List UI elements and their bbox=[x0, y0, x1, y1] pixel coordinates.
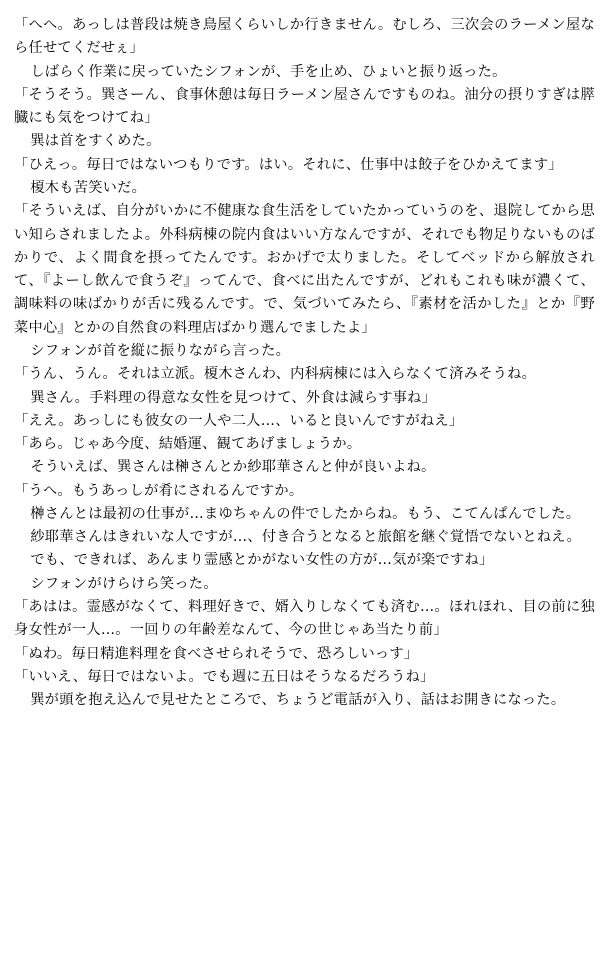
paragraph: 「ひえっ。毎日ではないつもりです。はい。それに、仕事中は餃子をひかえてます」 bbox=[14, 156, 563, 173]
paragraph: 「うへ。もうあっしが肴にされるんですか。 bbox=[14, 482, 304, 499]
paragraph: そういえば、巽さんは榊さんとか紗耶華さんと仲が良いよね。 bbox=[30, 459, 436, 476]
paragraph: 榎木も苦笑いだ。 bbox=[30, 179, 147, 196]
paragraph: 「あはは。霊感がなくて、料理好きで、婿入りしなくても済む…。ほれほれ、目の前に独身女性が一人…。一回りの年齢差なんて、今の世じゃあ当たり前」 bbox=[14, 599, 595, 639]
paragraph: 「ええ。あっしにも彼女の一人や二人…、いると良いんですがねえ」 bbox=[14, 412, 464, 429]
paragraph: 「ぬわ。毎日精進料理を食べさせられそうで、恐ろしいっす」 bbox=[14, 645, 419, 662]
paragraph: 巽が頭を抱え込んで見せたところで、ちょうど電話が入り、話はお開きになった。 bbox=[30, 692, 566, 709]
paragraph: 「あら。じゃあ今度、結婚運、観てあげましょうか。 bbox=[14, 436, 362, 453]
paragraph: しばらく作業に戻っていたシフォンが、手を止め、ひょいと振り返った。 bbox=[30, 63, 507, 80]
paragraph: でも、できれば、あんまり霊感とかがない女性の方が…気が楽ですね」 bbox=[30, 552, 494, 569]
paragraph: 「へへ。あっしは普段は焼き鳥屋くらいしか行きません。むしろ、三次会のラーメン屋なら任せてくだせぇ」 bbox=[14, 17, 595, 57]
paragraph: 榊さんとは最初の仕事が…まゆちゃんの件でしたからね。もう、こてんぱんでした。 bbox=[30, 505, 581, 522]
paragraph: 「そうそう。巽さーん、食事休憩は毎日ラーメン屋さんですものね。油分の摂りすぎは膵臓にも気をつけてね」 bbox=[14, 86, 595, 127]
paragraph: 巽は首をすくめた。 bbox=[30, 133, 161, 150]
paragraph: 「そういえば、自分がいかに不健康な食生活をしていたかっていうのを、退院してから思い知らされましたよ。外科病棟の院内食はいい方なんですが、それでも物足りないものばかりで、よく間食を摂ってたんです。おかげで太りました。そしてベッドから解放されて、『よーし飲んで食うぞ』ってんで、食べに出たんですが、どれもこれも味が濃くて、調味料の味ばかりが舌に残るんです。で、気づいてみたら、『素材を活かした』とか『野菜中心』とかの自然食の料理店ばかり選んでましたよ」 bbox=[14, 203, 595, 336]
paragraph: 「うん、うん。それは立派。榎木さんわ、内科病棟には入らなくて済みそうね。 bbox=[14, 366, 537, 383]
paragraph: 紗耶華さんはきれいな人ですが…、付き合うとなると旅館を継ぐ覚悟でないとねえ。 bbox=[30, 529, 582, 546]
paragraph: シフォンがけらけら笑った。 bbox=[30, 575, 218, 592]
paragraph: シフォンが首を縦に振りながら言った。 bbox=[30, 342, 291, 359]
paragraph: 巽さん。手料理の得意な女性を見つけて、外食は減らす事ね」 bbox=[30, 389, 437, 406]
paragraph: 「いいえ、毎日ではないよ。でも週に五日はそうなるだろうね」 bbox=[14, 668, 435, 685]
